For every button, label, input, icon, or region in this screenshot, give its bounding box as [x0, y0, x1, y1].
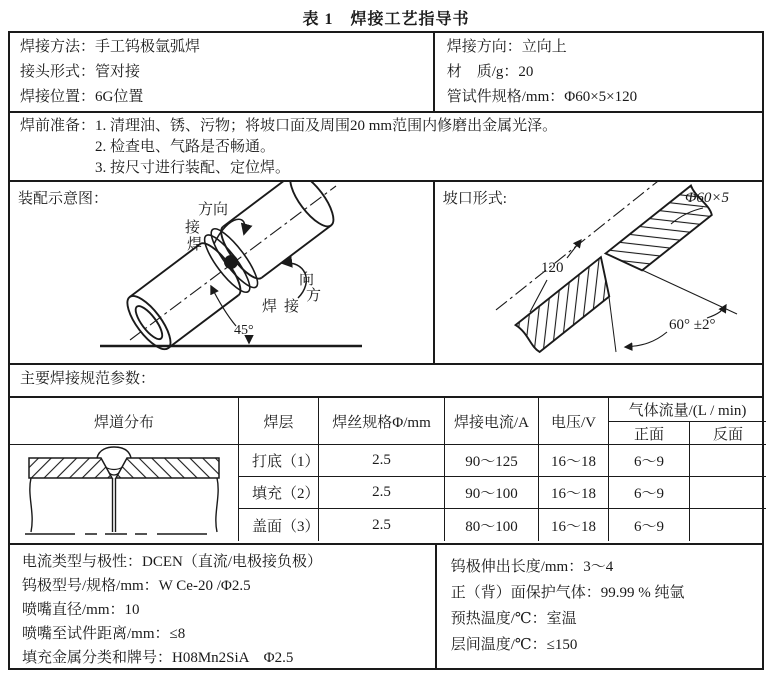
dir-bottom-label-han: 焊 — [262, 299, 278, 315]
left-pipe-wall — [515, 257, 623, 353]
spec-table — [8, 31, 764, 670]
dir-top-label-han: 焊 — [187, 237, 203, 253]
shielding-gas-line: 正（背）面保护气体：99.99 % 纯氩 — [450, 585, 685, 601]
nozzle-distance-line: 喷嘴至试件距离/mm：≤8 — [22, 626, 186, 642]
joint-type-line: 接头形式：管对接 — [20, 64, 141, 80]
dir-bottom-label-jie: 接 — [284, 299, 300, 315]
info-section — [10, 33, 762, 113]
prep-step-3: 3. 按尺寸进行装配、定位焊。 — [95, 160, 291, 176]
weld-cap — [97, 447, 131, 458]
diagram-section — [10, 182, 762, 365]
cell-gas-front-0: 6～9 — [609, 445, 690, 477]
assembly-diagram — [10, 182, 435, 363]
electrode-extension-line: 钨极伸出长度/mm：3～4 — [450, 559, 614, 575]
cell-gas-front-1: 6～9 — [609, 477, 690, 509]
cell-layer-0: 打底（1） — [239, 445, 319, 477]
cell-wire-0: 2.5 — [319, 445, 445, 477]
cell-voltage-1: 16～18 — [539, 477, 609, 509]
col-header-current: 焊接电流/A — [445, 398, 539, 445]
groove-diagram — [435, 182, 762, 363]
info-right-cell — [435, 33, 762, 111]
weld-pass-diagram — [11, 446, 238, 540]
filler-metal-line: 填充金属分类和牌号：H08Mn2SiA Φ2.5 — [22, 650, 294, 666]
col-header-wire-spec: 焊丝规格Φ/mm — [319, 398, 445, 445]
cell-current-1: 90～100 — [445, 477, 539, 509]
dim-label-angle: 60° ±2° — [668, 317, 716, 333]
preheat-temp-line: 预热温度/℃：室温 — [450, 611, 577, 627]
params-label-row — [10, 365, 762, 398]
wall-left — [29, 458, 112, 478]
footer-left-cell — [10, 545, 437, 668]
cell-layer-1: 填充（2） — [239, 477, 319, 509]
welding-method-line: 焊接方法：手工钨极氩弧焊 — [20, 39, 201, 55]
length-dim-arrow — [567, 240, 581, 258]
angle-label-45: 45° — [234, 323, 254, 338]
col-header-pass-distribution: 焊道分布 — [10, 398, 239, 445]
footer-right-cell — [437, 545, 762, 668]
prep-step-1: 1. 清理油、锈、污物；将坡口面及周围20 mm范围内修磨出金属光泽。 — [95, 118, 558, 134]
interpass-temp-line: 层间温度/℃：≤150 — [450, 637, 578, 653]
cell-voltage-0: 16～18 — [539, 445, 609, 477]
cell-gas-front-2: 6～9 — [609, 509, 690, 541]
dir-top-label-jie: 接 — [185, 220, 201, 236]
weld-layer-arc-2 — [109, 473, 119, 475]
cell-wire-2: 2.5 — [319, 509, 445, 541]
preparation-section — [10, 113, 762, 182]
cell-gas-back-1 — [690, 477, 766, 509]
footer-section — [10, 543, 762, 668]
wall-right — [116, 458, 219, 478]
welding-direction-line: 焊接方向：立向上 — [446, 39, 567, 55]
dim-label-spec: Φ60×5 — [684, 190, 729, 206]
cell-wire-1: 2.5 — [319, 477, 445, 509]
tack-weld-dot — [224, 255, 238, 269]
document-title: 表 1 焊接工艺指导书 — [302, 11, 470, 28]
cell-gas-back-2 — [690, 509, 766, 541]
electrode-type-line: 钨极型号/规格/mm：W Ce-20 /Φ2.5 — [22, 578, 251, 594]
dim-label-120: 120 — [540, 260, 564, 276]
cell-gas-back-0 — [690, 445, 766, 477]
cell-layer-2: 盖面（3） — [239, 509, 319, 541]
left-bevel-extension — [609, 297, 616, 352]
break-line-left — [29, 478, 31, 532]
cell-voltage-2: 16～18 — [539, 509, 609, 541]
nozzle-diameter-line: 喷嘴直径/mm：10 — [22, 602, 140, 618]
params-table — [10, 398, 766, 541]
right-bevel-extension — [642, 270, 737, 314]
dir-bottom-label-xiang: 向 — [299, 272, 315, 288]
prep-step-2: 2. 检查电、气路是否畅通。 — [95, 139, 276, 155]
col-header-gas-back: 反面 — [690, 422, 766, 445]
col-header-gas-front: 正面 — [609, 422, 690, 445]
preparation-label: 焊前准备： — [20, 118, 96, 134]
weld-pass-diagram-cell — [10, 445, 239, 541]
groove-cell — [435, 182, 762, 363]
welding-position-line: 焊接位置：6G位置 — [20, 89, 144, 105]
current-type-line: 电流类型与极性：DCEN（直流/电极接负极） — [22, 554, 323, 570]
angle-leader-left — [625, 332, 667, 347]
col-header-gas-flow: 气体流量/(L / min) — [609, 398, 766, 422]
assembly-cell — [10, 182, 435, 363]
params-label: 主要焊接规范参数： — [20, 371, 156, 387]
params-table-row — [10, 398, 762, 543]
pipe-assembly — [118, 182, 343, 359]
assembly-label: 装配示意图： — [18, 191, 109, 207]
info-left-cell — [10, 33, 435, 111]
cell-current-0: 90～125 — [445, 445, 539, 477]
col-header-layer: 焊层 — [239, 398, 319, 445]
material-line: 材 质/g：20 — [446, 64, 534, 80]
break-line-right — [215, 478, 217, 532]
pipe-spec-line: 管试件规格/mm：Φ60×5×120 — [446, 89, 638, 105]
dir-top-label-fangxiang: 方向 — [198, 202, 229, 218]
cell-current-2: 80～100 — [445, 509, 539, 541]
dir-bottom-label-fang: 方 — [306, 288, 322, 304]
groove-label: 坡口形式: — [442, 191, 507, 207]
col-header-voltage: 电压/V — [539, 398, 609, 445]
